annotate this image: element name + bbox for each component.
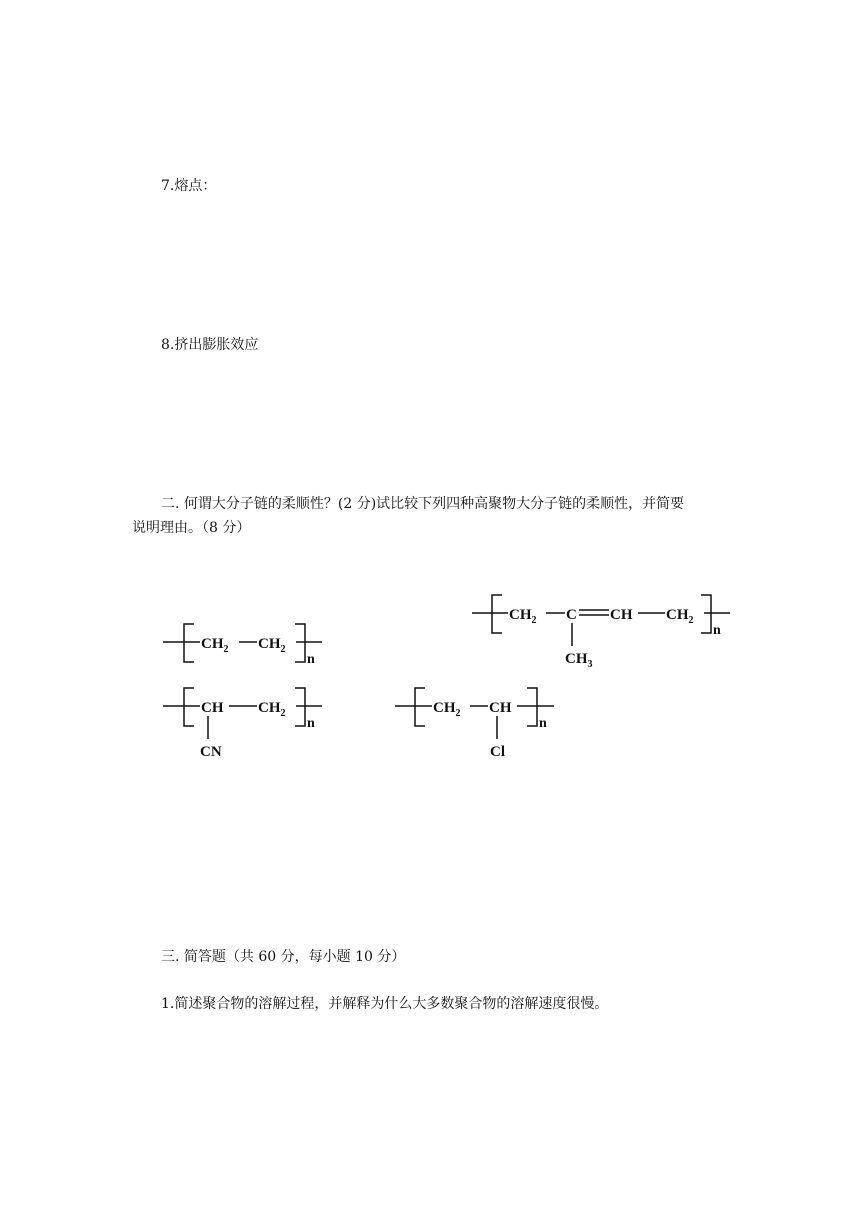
section-2-line-1: 二. 何谓大分子链的柔顺性？(2 分)试比较下列四种高聚物大分子链的柔顺性，并简要	[161, 496, 685, 512]
group-ch: CH	[489, 700, 512, 716]
left-bracket	[415, 688, 425, 726]
section-2-line-2: 说明理由。（8 分）	[132, 520, 251, 536]
right-bracket	[701, 595, 711, 633]
left-bracket	[492, 595, 502, 633]
group-ch2: $CH_2$	[258, 700, 286, 719]
group-ch: CH	[201, 700, 224, 716]
section-3-heading: 三. 简答题（共 60 分，每小题 10 分）	[161, 949, 406, 965]
structure-pvc	[395, 688, 554, 760]
right-bracket	[295, 688, 305, 726]
repeat-n: n	[539, 716, 547, 731]
repeat-n: n	[307, 716, 315, 731]
group-cn: CN	[200, 744, 222, 760]
group-ch2: $CH_2$	[666, 607, 694, 626]
repeat-n: n	[713, 623, 721, 638]
left-bracket	[184, 688, 194, 726]
structure-polyethylene	[163, 624, 322, 667]
right-bracket	[527, 688, 537, 726]
repeat-n: n	[307, 652, 315, 667]
question-8: 8.挤出膨胀效应	[161, 337, 259, 353]
group-ch2: $CH_2$	[433, 700, 461, 719]
group-ch2: $CH_2$	[509, 607, 537, 626]
question-7: 7.熔点：	[161, 178, 217, 194]
group-cl: Cl	[490, 744, 505, 760]
structure-polyacrylonitrile	[163, 688, 322, 760]
left-bracket	[184, 624, 194, 662]
section-3-question-1: 1.简述聚合物的溶解过程，并解释为什么大多数聚合物的溶解速度很慢。	[161, 996, 609, 1012]
structure-polyisoprene	[472, 595, 730, 670]
group-c: C	[566, 607, 577, 623]
group-ch3: $CH_3$	[565, 651, 593, 670]
right-bracket	[295, 624, 305, 662]
group-ch2: $CH_2$	[258, 636, 286, 655]
group-ch: CH	[610, 607, 633, 623]
group-ch2: $CH_2$	[201, 636, 229, 655]
